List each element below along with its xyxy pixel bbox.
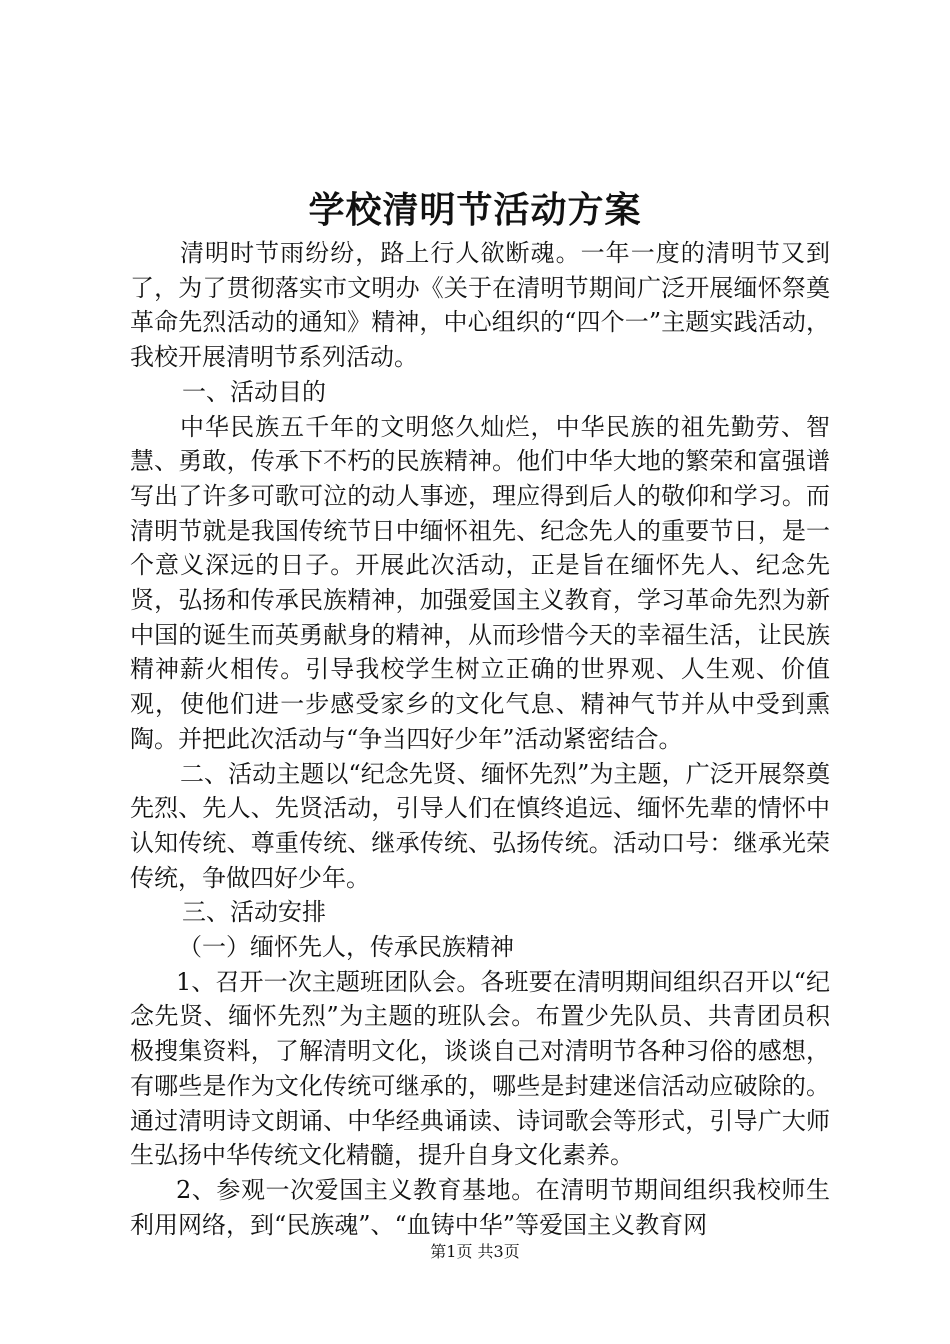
- intro-paragraph: 清明时节雨纷纷，路上行人欲断魂。一年一度的清明节又到了，为了贯彻落实市文明办《关于在清明节期间广泛开展缅怀祭奠革命先烈活动的通知》精神，中心组织的“四个一”主题实践活动，我校开展清明节系列活动。: [130, 239, 830, 372]
- document-body: [130, 236, 830, 1242]
- document-title: 学校清明节活动方案: [308, 189, 642, 231]
- section-heading-arrangement: 三、活动安排: [182, 898, 326, 927]
- purpose-paragraph: 中华民族五千年的文明悠久灿烂，中华民族的祖先勤劳、智慧、勇敢，传承下不朽的民族精神。他们中华大地的繁荣和富强谱写出了许多可歌可泣的动人事迹，理应得到后人的敬仰和学习。而清明节就是我国传统节日中缅怀祖先、纪念先人的重要节日，是一个意义深远的日子。开展此次活动，正是旨在缅怀先人、纪念先贤，弘扬和传承民族精神，加强爱国主义教育，学习革命先烈为新中国的诞生而英勇献身的精神，从而珍惜今天的幸福生活，让民族精神薪火相传。引导我校学生树立正确的世界观、人生观、价值观，使他们进一步感受家乡的文化气息、精神气节并从中受到熏陶。并把此次活动与“争当四好少年”活动紧密结合。: [130, 412, 830, 753]
- arrangement-item-1: 1、召开一次主题班团队会。各班要在清明期间组织召开以“纪念先贤、缅怀先烈”为主题的班队会。布置少先队员、共青团员积极搜集资料，了解清明文化，谈谈自己对清明节各种习俗的感想，有哪些是作为文化传统可继承的，哪些是封建迷信活动应破除的。通过清明诗文朗诵、中华经典诵读、诗词歌会等形式，引导广大师生弘扬中华传统文化精髓，提升自身文化素养。: [130, 967, 830, 1170]
- page-footer: 第1页 共3页: [430, 1242, 520, 1261]
- arrangement-item-2: 2、参观一次爱国主义教育基地。在清明节期间组织我校师生利用网络，到“民族魂”、“血铸中华”等爱国主义教育网: [130, 1175, 830, 1239]
- theme-paragraph: 二、活动主题以“纪念先贤、缅怀先烈”为主题，广泛开展祭奠先烈、先人、先贤活动，引导人们在慎终追远、缅怀先辈的情怀中认知传统、尊重传统、继承传统、弘扬传统。活动口号：继承光荣传统，争做四好少年。: [130, 759, 830, 892]
- section-heading-purpose: 一、活动目的: [182, 377, 326, 406]
- subsection-heading: （一）缅怀先人，传承民族精神: [178, 933, 514, 962]
